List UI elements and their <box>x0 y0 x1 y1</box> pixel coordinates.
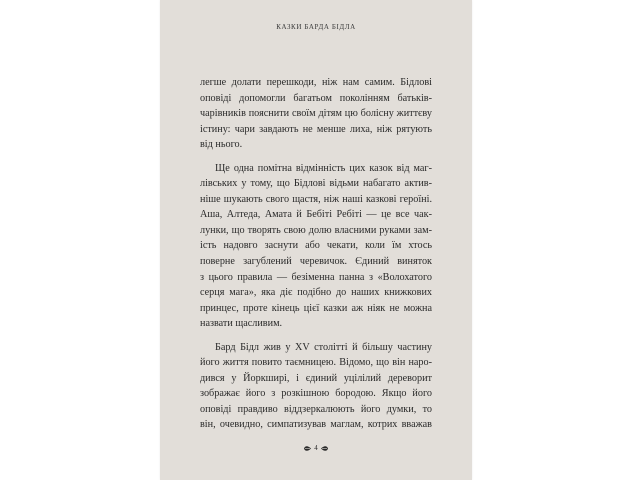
text-line: оповіді правдиво віддзеркалюють його думки, то <box>200 403 432 415</box>
text-line: він, очевидно, симпатизував маглам, котрих вважав <box>200 419 432 431</box>
page-number: 4 <box>314 444 318 452</box>
book-page <box>160 0 472 480</box>
text-line: принцес, проте кінець цієї казки аж ніяк не можна <box>200 302 432 314</box>
text-line: Бард Бідл жив у XV столітті й більшу частину <box>215 341 432 353</box>
text-line: дився у Йоркширі, і єдиний уцілілий дереворит <box>200 372 432 384</box>
text-line: чарівників пояснити своїм дітям цю болісну життєву <box>200 108 432 120</box>
paragraph-1 <box>200 75 432 153</box>
text-line: лівських у тому, що Бідлові відьми набагато актив- <box>200 178 432 190</box>
text-line: ніше шукають свого щастя, ніж наші казкові героїні. <box>200 193 432 205</box>
page-footer <box>160 444 472 452</box>
text-line: від нього. <box>200 139 243 151</box>
text-line: серця мага», яка діє подібно до наших книжкових <box>200 287 432 299</box>
paragraph-3 <box>200 340 432 433</box>
text-line: ість надовго заснути або чекати, коли їм хтось <box>200 240 432 252</box>
text-line: поверне загублений черевичок. Єдиний виняток <box>200 256 432 268</box>
text-line: з цього правила — безіменна панна з «Волохатого <box>200 271 432 283</box>
text-line: назвати щасливим. <box>200 318 283 330</box>
body-text <box>200 75 432 433</box>
text-line: Аша, Алтеда, Амата й Бебіті Ребіті — це все чак- <box>200 209 432 221</box>
text-line: оповіді допомогли багатьом поколінням батьків- <box>200 92 432 104</box>
text-line: Ще одна помітна відмінність цих казок від маг- <box>215 162 432 174</box>
text-line: лунки, що творять свою долю власними руками зам- <box>200 224 432 236</box>
text-line: зображає його з розкішною бородою. Якщо його <box>200 388 432 400</box>
paragraph-2 <box>200 161 432 332</box>
leaf-ornament-icon <box>303 445 312 452</box>
text-line: легше долати перешкоди, ніж нам самим. Бідлові <box>200 77 432 88</box>
text-line: його життя повито таємницею. Відомо, що він наро- <box>200 357 432 369</box>
running-head: КАЗКИ БАРДА БІДЛА <box>276 23 356 31</box>
leaf-ornament-icon <box>320 445 329 452</box>
text-line: істину: чари завдають не менше лиха, ніж рятують <box>200 123 432 135</box>
